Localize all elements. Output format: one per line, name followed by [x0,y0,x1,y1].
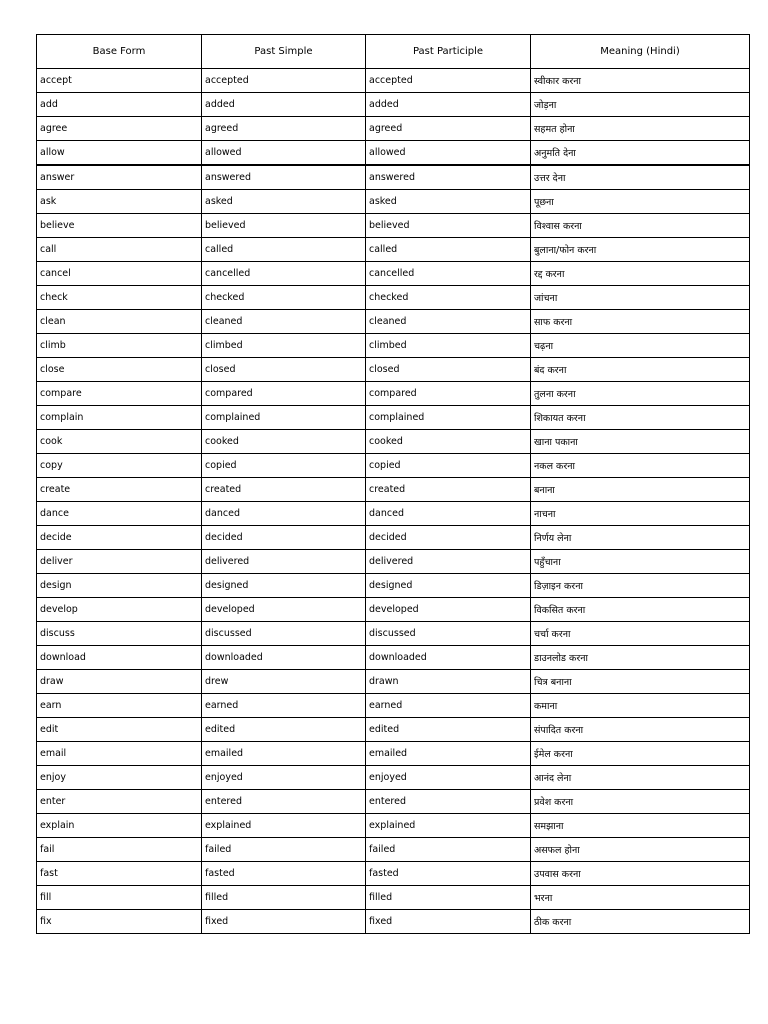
past-simple-cell: called [202,238,366,262]
base-form-cell: fast [37,862,202,886]
past-simple-cell: allowed [202,141,366,166]
table-row [37,550,750,574]
base-form-cell: answer [37,165,202,190]
table-row [37,718,750,742]
base-form-cell: close [37,358,202,382]
header-past-participle: Past Participle [366,35,531,69]
past-participle-cell: discussed [366,622,531,646]
past-simple-cell: asked [202,190,366,214]
table-row [37,406,750,430]
meaning-hindi-cell: जांचना [531,286,750,310]
verb-forms-table [36,34,750,934]
table-row [37,214,750,238]
meaning-hindi-cell: अनुमति देना [531,141,750,166]
table-row [37,526,750,550]
base-form-cell: download [37,646,202,670]
past-participle-cell: cancelled [366,262,531,286]
meaning-hindi-cell: विश्वास करना [531,214,750,238]
meaning-hindi-cell: पहुँचाना [531,550,750,574]
base-form-cell: clean [37,310,202,334]
base-form-cell: edit [37,718,202,742]
past-simple-cell: checked [202,286,366,310]
table-row [37,478,750,502]
past-participle-cell: accepted [366,69,531,93]
past-simple-cell: added [202,93,366,117]
past-simple-cell: cleaned [202,310,366,334]
past-participle-cell: compared [366,382,531,406]
base-form-cell: deliver [37,550,202,574]
table-row [37,742,750,766]
base-form-cell: ask [37,190,202,214]
past-simple-cell: cooked [202,430,366,454]
base-form-cell: design [37,574,202,598]
header-meaning-hindi: Meaning (Hindi) [531,35,750,69]
past-participle-cell: fasted [366,862,531,886]
past-participle-cell: called [366,238,531,262]
table-row [37,910,750,934]
past-participle-cell: closed [366,358,531,382]
table-row [37,574,750,598]
past-simple-cell: believed [202,214,366,238]
past-participle-cell: cooked [366,430,531,454]
past-participle-cell: copied [366,454,531,478]
table-row [37,862,750,886]
base-form-cell: enter [37,790,202,814]
meaning-hindi-cell: चढ़ना [531,334,750,358]
table-row [37,454,750,478]
meaning-hindi-cell: असफल होना [531,838,750,862]
meaning-hindi-cell: पूछना [531,190,750,214]
base-form-cell: cancel [37,262,202,286]
past-simple-cell: created [202,478,366,502]
table-row [37,838,750,862]
past-simple-cell: discussed [202,622,366,646]
past-simple-cell: designed [202,574,366,598]
meaning-hindi-cell: समझाना [531,814,750,838]
past-simple-cell: fixed [202,910,366,934]
meaning-hindi-cell: स्वीकार करना [531,69,750,93]
table-row [37,502,750,526]
meaning-hindi-cell: नाचना [531,502,750,526]
table-row [37,358,750,382]
past-simple-cell: delivered [202,550,366,574]
past-simple-cell: answered [202,165,366,190]
table-row [37,694,750,718]
past-participle-cell: failed [366,838,531,862]
past-simple-cell: enjoyed [202,766,366,790]
past-simple-cell: earned [202,694,366,718]
past-simple-cell: developed [202,598,366,622]
table-row [37,286,750,310]
base-form-cell: climb [37,334,202,358]
table-row [37,646,750,670]
base-form-cell: agree [37,117,202,141]
past-simple-cell: fasted [202,862,366,886]
meaning-hindi-cell: तुलना करना [531,382,750,406]
past-participle-cell: developed [366,598,531,622]
base-form-cell: copy [37,454,202,478]
past-simple-cell: closed [202,358,366,382]
base-form-cell: enjoy [37,766,202,790]
meaning-hindi-cell: विकसित करना [531,598,750,622]
table-row [37,334,750,358]
past-simple-cell: explained [202,814,366,838]
table-row [37,165,750,190]
table-body [37,69,750,934]
table-row [37,310,750,334]
past-participle-cell: enjoyed [366,766,531,790]
past-participle-cell: believed [366,214,531,238]
base-form-cell: allow [37,141,202,166]
meaning-hindi-cell: जोड़ना [531,93,750,117]
meaning-hindi-cell: डिज़ाइन करना [531,574,750,598]
table-row [37,886,750,910]
base-form-cell: believe [37,214,202,238]
past-simple-cell: compared [202,382,366,406]
past-simple-cell: danced [202,502,366,526]
past-participle-cell: filled [366,886,531,910]
base-form-cell: compare [37,382,202,406]
table-row [37,622,750,646]
meaning-hindi-cell: डाउनलोड करना [531,646,750,670]
past-participle-cell: designed [366,574,531,598]
meaning-hindi-cell: बुलाना/फोन करना [531,238,750,262]
past-participle-cell: decided [366,526,531,550]
table-row [37,430,750,454]
past-simple-cell: climbed [202,334,366,358]
base-form-cell: fail [37,838,202,862]
past-simple-cell: drew [202,670,366,694]
base-form-cell: draw [37,670,202,694]
meaning-hindi-cell: निर्णय लेना [531,526,750,550]
past-participle-cell: checked [366,286,531,310]
table-row [37,117,750,141]
base-form-cell: dance [37,502,202,526]
base-form-cell: complain [37,406,202,430]
base-form-cell: earn [37,694,202,718]
past-participle-cell: fixed [366,910,531,934]
meaning-hindi-cell: उपवास करना [531,862,750,886]
past-simple-cell: accepted [202,69,366,93]
past-simple-cell: complained [202,406,366,430]
table-row [37,670,750,694]
past-participle-cell: delivered [366,550,531,574]
base-form-cell: cook [37,430,202,454]
table-row [37,141,750,166]
meaning-hindi-cell: रद्द करना [531,262,750,286]
table-row [37,238,750,262]
past-simple-cell: emailed [202,742,366,766]
table-row [37,766,750,790]
table-row [37,382,750,406]
past-participle-cell: complained [366,406,531,430]
past-participle-cell: drawn [366,670,531,694]
base-form-cell: call [37,238,202,262]
meaning-hindi-cell: बंद करना [531,358,750,382]
meaning-hindi-cell: ठीक करना [531,910,750,934]
table-row [37,598,750,622]
base-form-cell: create [37,478,202,502]
table-row [37,262,750,286]
past-participle-cell: explained [366,814,531,838]
base-form-cell: develop [37,598,202,622]
meaning-hindi-cell: सहमत होना [531,117,750,141]
past-participle-cell: created [366,478,531,502]
past-participle-cell: climbed [366,334,531,358]
past-simple-cell: entered [202,790,366,814]
past-participle-cell: emailed [366,742,531,766]
meaning-hindi-cell: प्रवेश करना [531,790,750,814]
meaning-hindi-cell: आनंद लेना [531,766,750,790]
meaning-hindi-cell: साफ करना [531,310,750,334]
table-row [37,814,750,838]
past-simple-cell: filled [202,886,366,910]
base-form-cell: check [37,286,202,310]
meaning-hindi-cell: कमाना [531,694,750,718]
past-participle-cell: asked [366,190,531,214]
past-participle-cell: danced [366,502,531,526]
past-participle-cell: cleaned [366,310,531,334]
base-form-cell: explain [37,814,202,838]
past-simple-cell: copied [202,454,366,478]
header-past-simple: Past Simple [202,35,366,69]
past-simple-cell: decided [202,526,366,550]
past-simple-cell: agreed [202,117,366,141]
table-row [37,69,750,93]
base-form-cell: discuss [37,622,202,646]
header-base-form: Base Form [37,35,202,69]
base-form-cell: accept [37,69,202,93]
past-participle-cell: edited [366,718,531,742]
past-participle-cell: answered [366,165,531,190]
past-simple-cell: cancelled [202,262,366,286]
meaning-hindi-cell: शिकायत करना [531,406,750,430]
meaning-hindi-cell: उत्तर देना [531,165,750,190]
table-row [37,93,750,117]
meaning-hindi-cell: चर्चा करना [531,622,750,646]
base-form-cell: decide [37,526,202,550]
meaning-hindi-cell: चित्र बनाना [531,670,750,694]
past-participle-cell: agreed [366,117,531,141]
past-participle-cell: entered [366,790,531,814]
meaning-hindi-cell: बनाना [531,478,750,502]
table-row [37,190,750,214]
past-simple-cell: failed [202,838,366,862]
past-participle-cell: earned [366,694,531,718]
meaning-hindi-cell: नकल करना [531,454,750,478]
meaning-hindi-cell: ईमेल करना [531,742,750,766]
base-form-cell: fix [37,910,202,934]
meaning-hindi-cell: खाना पकाना [531,430,750,454]
base-form-cell: add [37,93,202,117]
base-form-cell: email [37,742,202,766]
past-simple-cell: edited [202,718,366,742]
meaning-hindi-cell: संपादित करना [531,718,750,742]
base-form-cell: fill [37,886,202,910]
past-participle-cell: downloaded [366,646,531,670]
meaning-hindi-cell: भरना [531,886,750,910]
past-participle-cell: added [366,93,531,117]
table-header-row [37,35,750,69]
table-row [37,790,750,814]
past-participle-cell: allowed [366,141,531,166]
past-simple-cell: downloaded [202,646,366,670]
